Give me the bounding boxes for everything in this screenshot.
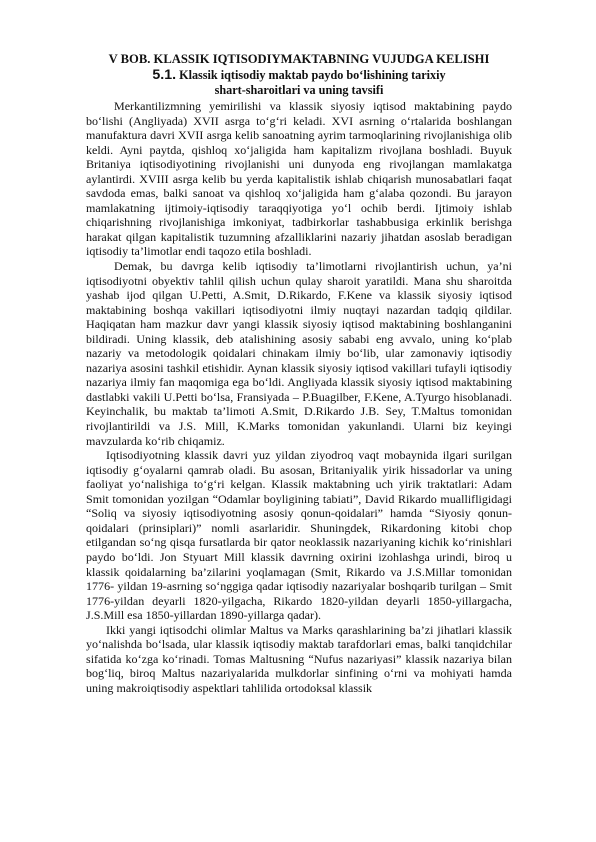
paragraph: Ikki yangi iqtisodchi olimlar Maltus va Marks qarashlarining ba’zi jihatlari klassik yo‘nalishda bo‘lsada, ular klassik iqtisodiy maktab tarafdorlari emas, balki tanqidchilar sifatida ko‘zga ko‘rinadi. Tomas Maltusning “Nufus nazariyasi” klassik nazariya bilan bog‘liq, biroq Maltus nazariyalarida mulkdorlar sinfining o‘rni va mohiyati hamda uning makroiqtisodiy aspektlari tahlilida ortodoksal klassik [86, 622, 512, 695]
section-heading [86, 67, 512, 83]
paragraph: Merkantilizmning yemirilishi va klassik siyosiy iqtisod maktabining paydo bo‘lishi (Angliyada) XVII asrga to‘g‘ri keladi. XVI asrning o‘rtalarida boshlangan manufaktura davri XVII asrga kelib sanoatning ayrim tarmoqlarining rivojlanishiga olib keldi. Ayni paytda, qishloq xo‘jaligida ham kapitalizm rivojlana boshladi. Buyuk Britaniya iqtisodiyotining rivojlanishi uni dunyoda eng rivojlangan mamlakatga aylantirdi. XVIII asrga kelib bu yerda kapitalistik ishlab chiqarish munosabatlari faqat savdoda emas, balki sanoat va qishloq xo‘jaligida ham g‘alaba qozondi. Bu jarayon mamlakatning ijtimoiy-iqtisodiy taraqqiyotiga yo‘l ochib berdi. Ijtimoiy ishlab chiqarishning rivojlanishiga imkoniyat, tadbirkorlar tashabbusiga erkinlik berishga harakat qilgan kapitalistik tuzumning afzalliklarini nazariy jihatdan asoslab beradigan iqtisodiy ta’limotlar endi taqozo etila boshladi. [86, 99, 512, 259]
chapter-title: V BOB. KLASSIK IQTISODIYMAKTABNING VUJUDGA KELISHI [108, 52, 490, 66]
document-page [86, 52, 512, 695]
paragraph: Demak, bu davrga kelib iqtisodiy ta’limotlarni rivojlantirish uchun, ya’ni iqtisodiyotni obyektiv tahlil qilish uchun qulay sharoit yaratildi. Mana shu sharoitda yashab ijod qilgan U.Petti, A.Smit, D.Rikardo, F.Kene va klassik siyosiy iqtisod maktabining boshqa vakillari iqtisodiyotni ilmiy nuqtayi nazardan tadqiq qildilar. Haqiqatan ham mazkur davr yangi klassik siyosiy iqtisod maktabining boshlanganini bildiradi. Uning klassik, deb atalishining asosiy sababi eng avvalo, uning ko‘plab nazariy va metodologik qoidalari chinakam ilmiy bo‘lib, ular zamonaviy iqtisodiy nazariya asosini tashkil etishidir. Aynan klassik siyosiy iqtisod vakillari tufayli iqtisodiy nazariya ilmiy fan maqomiga ega bo‘ldi. Angliyada klassik siyosiy iqtisod maktabining dastlabki vakili U.Petti bo‘lsa, Fransiyada – P.Buagilber, F.Kene, A.Tyurgo hisoblanadi. Keyinchalik, bu maktab ta’limoti A.Smit, D.Rikardo J.B. Sey, T.Maltus tomonidan rivojlantirildi va J.S. Mill, K.Marks tomonidan yakunlandi. Ularni biz keyingi mavzularda ko‘rib chiqamiz. [86, 259, 512, 448]
paragraph: Iqtisodiyotning klassik davri yuz yildan ziyodroq vaqt mobaynida ilgari surilgan iqtisodiy g‘oyalarni qamrab oladi. Bu asosan, Britaniyalik yirik hissadorlar va uning faoliyat yo‘nalishiga to‘g‘ri kelgan. Klassik maktabning uch yirik traktatlari: Adam Smit tomonidan yozilgan “Odamlar boyligining tabiati”, David Rikardo muallifligidagi “Soliq va siyosiy iqtisodiyotning asosiy qonun-qoidalari” hamda “Siyosiy qonun- qoidalari (prinsiplari)” nomli asarlaridir. Shuningdek, Rikardoning kitobi chop etilgandan so‘ng qisqa fursatlarda bir qator neoklassik nazariyaning kichik ko‘rinishlari paydo bo‘ldi. Jon Styuart Mill klassik davrning oxirini izohlashga urindi, biroq u klassik qoidalarning ba’zilarini yoqlamagan (Smit, Rikardo va J.S.Millar tomonidan 1776- yildan 19-asrning so‘nggiga qadar iqtisodiy nazariyalar boshqarib turilgan – Smit 1776-yildan deyarli 1820-yilgacha, Rikardo 1820-yildan deyarli 1850-yillargacha, J.S.Mill esa 1850-yillardan 1890-yillarga qadar). [86, 448, 512, 623]
section-number: 5.1. [152, 67, 177, 83]
section-title: Klassik iqtisodiy maktab paydo bo‘lishining tarixiy [179, 68, 446, 82]
section-subtitle: shart-sharoitlari va uning tavsifi [214, 83, 384, 97]
